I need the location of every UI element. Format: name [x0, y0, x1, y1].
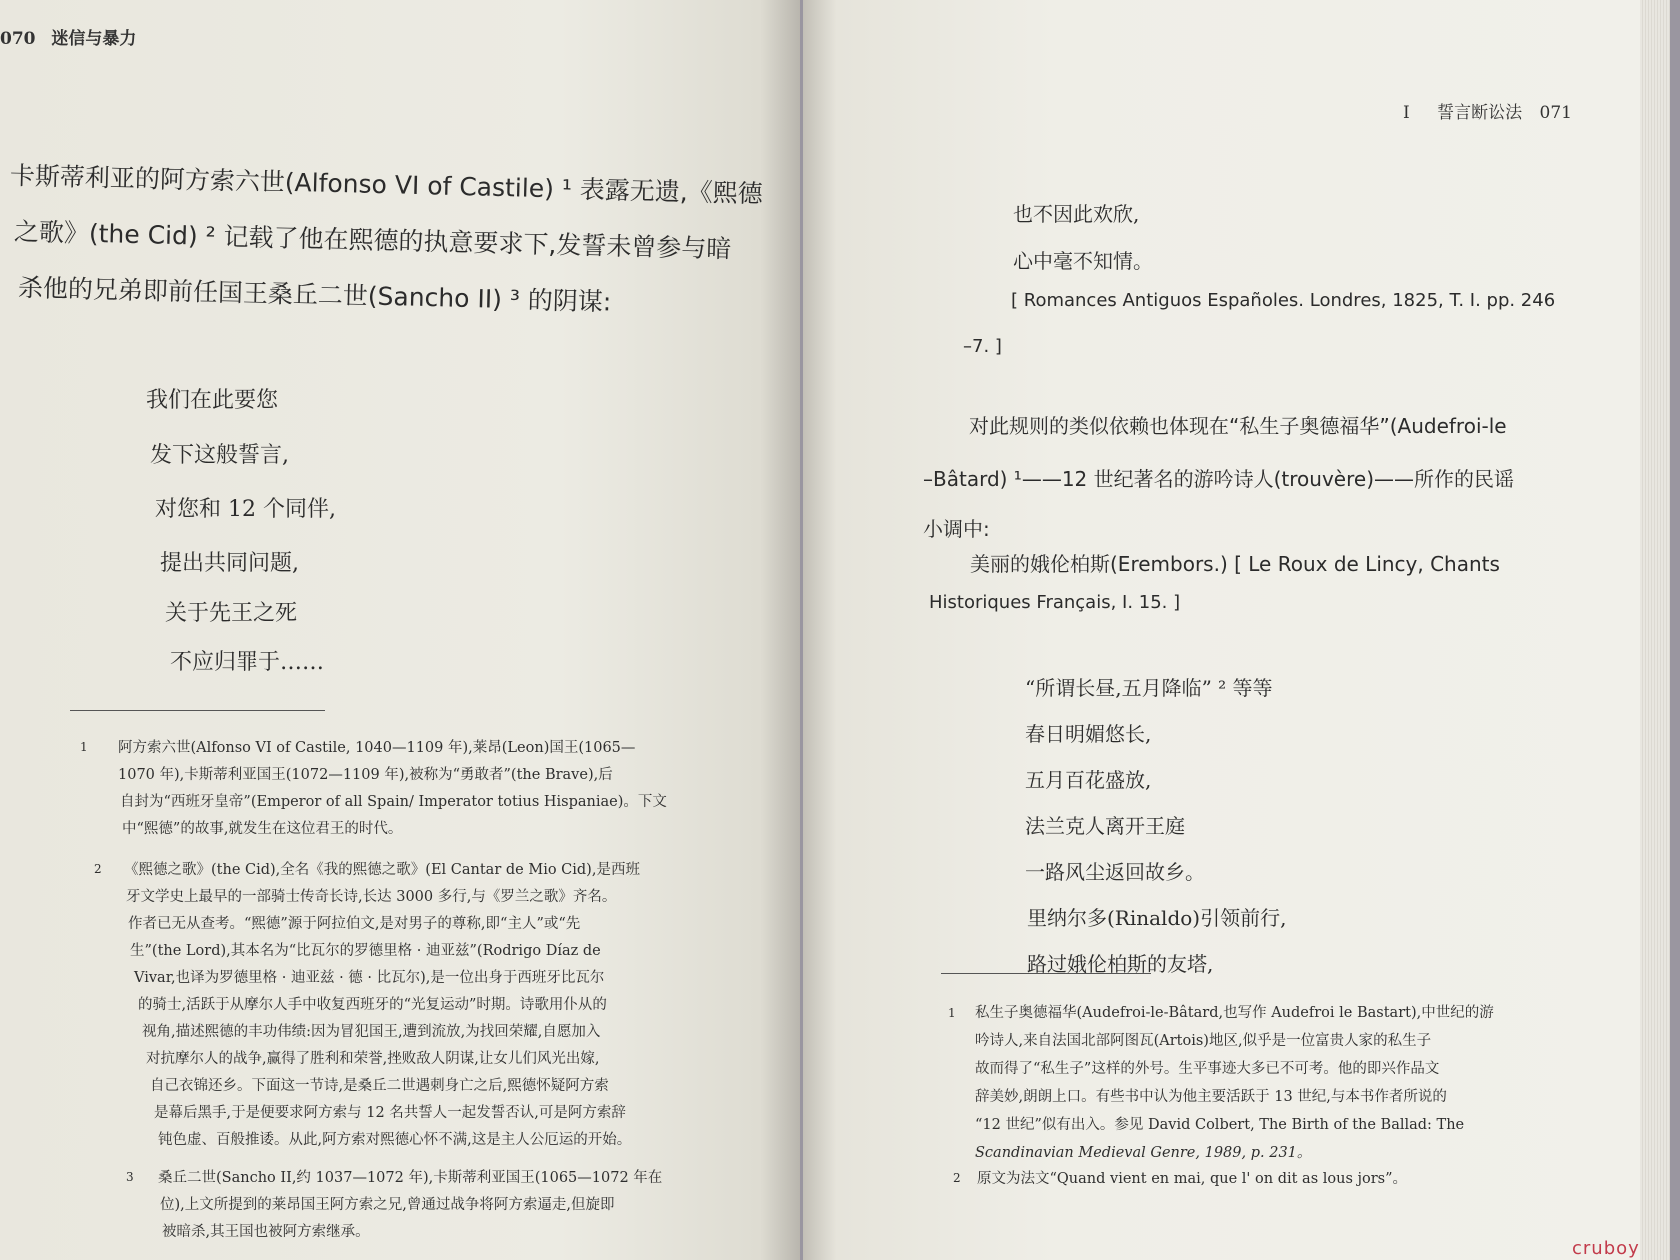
verse-line: 一路风尘返回故乡。 — [1025, 860, 1205, 884]
footnote-line: 视角,描述熙德的丰功伟绩:因为冒犯国王,遭到流放,为找回荣耀,自愿加入 — [142, 1024, 601, 1040]
left-page-running-title: 迷信与暴力 — [51, 29, 137, 49]
footnote-line: 牙文学史上最早的一部骑士传奇长诗,长达 3000 多行,与《罗兰之歌》齐名。 — [126, 889, 617, 905]
footnote-number: 3 — [126, 1170, 134, 1184]
verse-line: 我们在此要您 — [146, 388, 279, 413]
verse-line: 提出共同问题, — [160, 551, 299, 576]
footnote-line: 私生子奥德福华(Audefroi-le-Bâtard,也写作 Audefroi le Bastart),中世纪的游 — [975, 1005, 1494, 1021]
footnote-divider — [941, 973, 1151, 974]
footnote-line: 原文为法文“Quand vient en mai, que l' on dit as lous jors”。 — [977, 1171, 1408, 1187]
right-page — [803, 0, 1645, 1260]
page-edges — [1640, 0, 1670, 1260]
verse-line: 发下这般誓言, — [150, 443, 289, 468]
verse-line: 路过娥伦柏斯的友塔, — [1027, 952, 1214, 976]
footnote-line: 被暗杀,其王国也被阿方索继承。 — [162, 1224, 370, 1240]
body-line: –Bâtard) ¹——12 世纪著名的游吟诗人(trouvère)——所作的民谣 — [923, 467, 1514, 491]
footnote-number: 1 — [948, 1006, 956, 1020]
verse-line: 心中毫不知情。 — [1013, 249, 1153, 273]
footnote-line: 吟诗人,来自法国北部阿图瓦(Artois)地区,似乎是一位富贵人家的私生子 — [975, 1033, 1432, 1049]
right-page-header — [1403, 98, 1572, 123]
right-page-running-title: 誓言断讼法 — [1437, 103, 1523, 123]
footnote-line: 位),上文所提到的莱昂国王阿方索之兄,曾通过战争将阿方索逼走,但旋即 — [160, 1197, 615, 1213]
footnote-line: 钝色虚、百般推诿。从此,阿方索对熙德心怀不满,这是主人公厄运的开始。 — [158, 1132, 632, 1148]
footnote-line: Scandinavian Medieval Genre, 1989, p. 231。 — [975, 1145, 1312, 1161]
footnote-line: 中“熙德”的故事,就发生在这位君王的时代。 — [122, 821, 403, 837]
footnote-line: 作者已无从查考。“熙德”源于阿拉伯文,是对男子的尊称,即“主人”或“先 — [128, 916, 581, 932]
footnote-line: 自己衣锦还乡。下面这一节诗,是桑丘二世遇刺身亡之后,熙德怀疑阿方索 — [150, 1078, 609, 1094]
footnote-line: 自封为“西班牙皇帝”(Emperor of all Spain/ Imperator totius Hispaniae)。下文 — [120, 794, 667, 810]
body-line: 小调中: — [923, 517, 990, 541]
body-line: 杀他的兄弟即前任国王桑丘二世(Sancho II) ³ 的阴谋: — [17, 273, 612, 317]
footnote-number: 2 — [953, 1171, 961, 1185]
verse-line: 春日明媚悠长, — [1025, 722, 1152, 746]
footnote-line: 《熙德之歌》(the Cid),全名《我的熙德之歌》(El Cantar de Mio Cid),是西班 — [124, 862, 640, 878]
right-page-number: 071 — [1539, 103, 1572, 123]
body-line: 美丽的娥伦柏斯(Erembors.) [ Le Roux de Lincy, Chants — [970, 552, 1500, 576]
footnote-line: Vivar,也译为罗德里格 · 迪亚兹 · 德 · 比瓦尔),是一位出身于西班牙比瓦尔 — [134, 970, 605, 986]
watermark-text: cruboy — [1572, 1238, 1640, 1259]
footnote-number: 2 — [94, 862, 102, 876]
footnote-line: 故而得了“私生子”这样的外号。生平事迹大多已不可考。他的即兴作品文 — [975, 1061, 1440, 1077]
verse-line: 里纳尔多(Rinaldo)引领前行, — [1027, 906, 1287, 930]
footnote-line: 桑丘二世(Sancho II,约 1037—1072 年),卡斯蒂利亚国王(1065—1072 年在 — [158, 1170, 663, 1186]
verse-line: 五月百花盛放, — [1025, 768, 1152, 792]
citation-line: [ Romances Antiguos Españoles. Londres, 1825, T. I. pp. 246 — [1011, 290, 1556, 311]
chapter-number: I — [1403, 103, 1410, 123]
footnote-line: 辞美妙,朗朗上口。有些书中认为他主要活跃于 13 世纪,与本书作者所说的 — [975, 1089, 1447, 1105]
left-page — [0, 0, 800, 1260]
footnote-line: 1070 年),卡斯蒂利亚国王(1072—1109 年),被称为“勇敢者”(the Brave),后 — [118, 767, 613, 783]
citation-line: –7. ] — [963, 336, 1002, 357]
verse-line: “所谓长昼,五月降临” ² 等等 — [1025, 676, 1273, 700]
footnote-number: 1 — [80, 740, 88, 754]
verse-line: 不应归罪于…… — [170, 650, 325, 675]
footnote-line: 对抗摩尔人的战争,赢得了胜利和荣誉,挫败敌人阴谋,让女儿们风光出嫁, — [146, 1051, 600, 1067]
footnote-line: 生”(the Lord),其本名为“比瓦尔的罗德里格 · 迪亚兹”(Rodrigo Díaz de — [130, 943, 601, 959]
verse-line: 法兰克人离开王庭 — [1025, 814, 1185, 838]
footnote-line: 的骑士,活跃于从摩尔人手中收复西班牙的“光复运动”时期。诗歌用仆从的 — [138, 997, 607, 1013]
left-page-number: 070 — [0, 29, 36, 49]
footnote-line: “12 世纪”似有出入。参见 David Colbert, The Birth of the Ballad: The — [975, 1117, 1465, 1133]
footnote-line: 阿方索六世(Alfonso VI of Castile, 1040—1109 年),莱昂(Leon)国王(1065— — [118, 740, 636, 756]
verse-line: 关于先王之死 — [165, 601, 298, 626]
left-page-header — [0, 24, 136, 49]
body-line: Historiques Français, I. 15. ] — [929, 592, 1181, 613]
footnote-divider — [70, 710, 325, 711]
body-line: 对此规则的类似依赖也体现在“私生子奥德福华”(Audefroi-le — [969, 414, 1507, 438]
footnote-line: 是幕后黑手,于是便要求阿方索与 12 名共誓人一起发誓否认,可是阿方索辞 — [154, 1105, 626, 1121]
body-line: 卡斯蒂利亚的阿方索六世(Alfonso VI of Castile) ¹ 表露无遗,《熙德 — [9, 161, 764, 209]
body-line: 之歌》(the Cid) ² 记载了他在熙德的执意要求下,发誓未曾参与暗 — [13, 217, 732, 264]
verse-line: 对您和 12 个同伴, — [155, 497, 336, 522]
verse-line: 也不因此欢欣, — [1013, 202, 1140, 226]
